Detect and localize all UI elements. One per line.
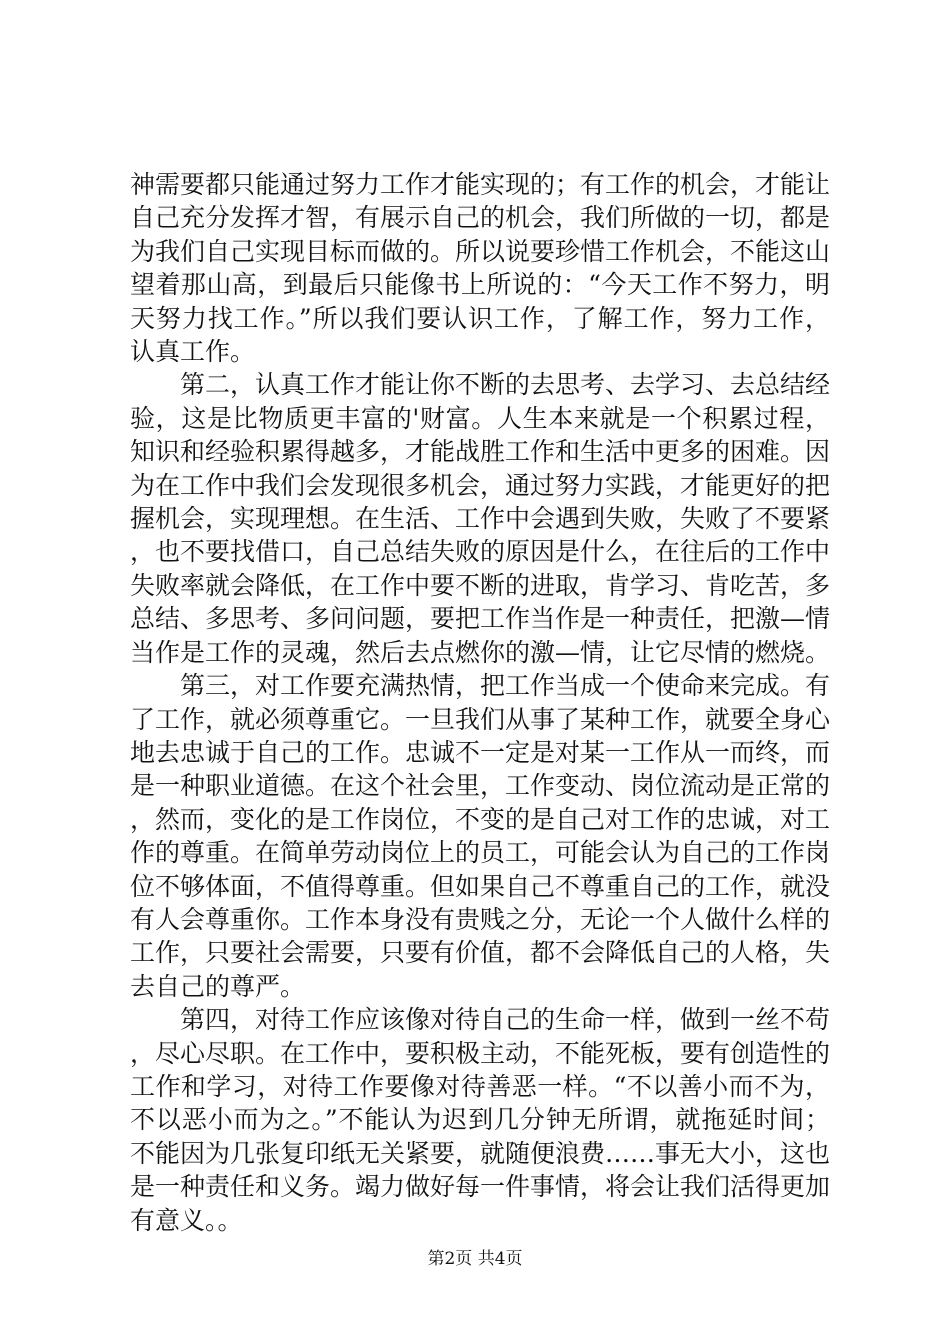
paragraph-third-point: 第三，对工作要充满热情，把工作当成一个使命来完成。有了工作，就必须尊重它。一旦我们从事了某种工作，就要全身心地去忠诚于自己的工作。忠诚不一定是对某一工作从一而终，而是一种职业道德。在这个社会里，工作变动、岗位流动是正常的，然而，变化的是工作岗位，不变的是自己对工作的忠诚，对工作的尊重。在简单劳动岗位上的员工，可能会认为自己的工作岗位不够体面，不值得尊重。但如果自己不尊重自己的工作，就没有人会尊重你。工作本身没有贵贱之分，无论一个人做什么样的工作，只要社会需要，只要有价值，都不会降低自己的人格，失去自己的尊严。 [130,671,831,1001]
page-number-footer: 第2页 共4页 [427,1249,523,1269]
paragraph-fourth-point: 第四，对待工作应该像对待自己的生命一样，做到一丝不苟，尽心尽职。在工作中，要积极主动，不能死板，要有创造性的工作和学习，对待工作要像对待善恶一样。“不以善小而不为，不以恶小而为之。”不能认为迟到几分钟无所谓，就拖延时间；不能因为几张复印纸无关紧要，就随便浪费……事无大小，这也是一种责任和义务。竭力做好每一件事情，将会让我们活得更加有意义。。 [130,1005,831,1235]
paragraph-continuation: 神需要都只能通过努力工作才能实现的；有工作的机会，才能让自己充分发挥才智，有展示自己的机会，我们所做的一切，都是为我们自己实现目标而做的。所以说要珍惜工作机会，不能这山望着那山高，到最后只能像书上所说的：“今天工作不努力，明天努力找工作。”所以我们要认识工作，了解工作，努力工作，认真工作。 [130,170,831,367]
document-body [130,168,830,1237]
paragraph-second-point: 第二，认真工作才能让你不断的去思考、去学习、去总结经验，这是比物质更丰富的'财富。人生本来就是一个积累过程，知识和经验积累得越多，才能战胜工作和生活中更多的困难。因为在工作中我们会发现很多机会，通过努力实践，才能更好的把握机会，实现理想。在生活、工作中会遇到失败，失败了不要紧，也不要找借口，自己总结失败的原因是什么，在往后的工作中失败率就会降低，在工作中要不断的进取，肯学习、肯吃苦，多总结、多思考、多问问题，要把工作当作是一种责任，把激—情当作是工作的灵魂，然后去点燃你的激—情，让它尽情的燃烧。 [130,370,831,667]
